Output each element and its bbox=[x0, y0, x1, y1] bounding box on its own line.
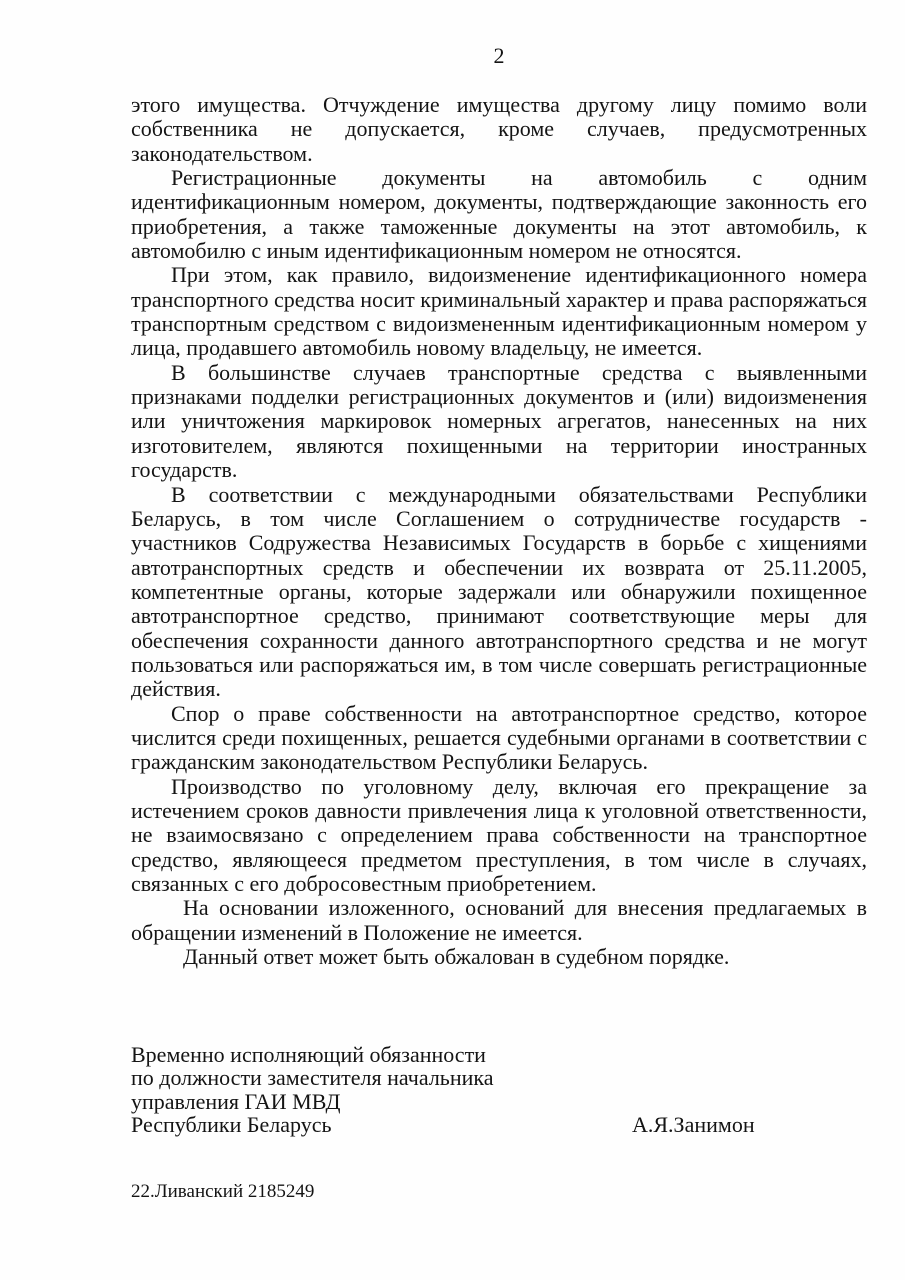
paragraph-conclusion: На основании изложенного, оснований для внесения предлагаемых в обращении изменений в Положение не имеется. bbox=[131, 895, 867, 945]
paragraph-criminal-proceedings: Производство по уголовному делу, включая его прекращение за истечением сроков давности привлечения лица к уголовной ответственности, не взаимосвязано с определением права собственности на транспортное средство, являющееся предметом преступления, в том числе в случаях, связанных с его добросовестным приобретением. bbox=[131, 773, 867, 896]
paragraph-international-obligations: В соответствии с международными обязательствами Республики Беларусь, в том числе Соглашением о сотрудничестве государств - участников Содружества Независимых Государств в борьбе с хищениями автотранспортных средств и обеспечении их возврата от 25.11.2005, компетентные органы, которые задержали или обнаружили похищенное автотранспортное средство, принимают соответствующие меры для обеспечения сохранности данного автотранспортного средства и не могут пользоваться или распоряжаться им, в том числе совершать регистрационные действия. bbox=[131, 481, 867, 702]
paragraph-ownership-dispute: Спор о праве собственности на автотранспортное средство, которое числится среди похищенных, решается судебными органами в соответствии с гражданским законодательством Республики Беларусь. bbox=[131, 700, 867, 775]
document-body bbox=[131, 93, 867, 969]
paragraph-continuation: этого имущества. Отчуждение имущества другому лицу помимо воли собственника не допускается, кроме случаев, предусмотренных законодательством. bbox=[131, 92, 867, 166]
signature-block bbox=[131, 1043, 867, 1137]
signature-title-row bbox=[131, 1113, 867, 1136]
paragraph-stolen-vehicles: В большинстве случаев транспортные средства с выявленными признаками подделки регистрационных документов и (или) видоизменения или уничтожения маркировок номерных агрегатов, нанесенных на них изготовителем, являются похищенными на территории иностранных государств. bbox=[131, 359, 867, 483]
paragraph-registration-documents: Регистрационные документы на автомобиль с одним идентификационным номером, документы, подтверждающие законность его приобретения, а также таможенные документы на этот автомобиль, к автомобилю с иным идентификационным номером не относятся. bbox=[131, 165, 867, 264]
paragraph-vin-alteration: При этом, как правило, видоизменение идентификационного номера транспортного средства носит криминальный характер и права распоряжаться транспортным средством с видоизмененным идентификационным номером у лица, продавшего автомобиль новому владельцу, не имеется. bbox=[131, 262, 867, 361]
signature-title-line-3: управления ГАИ МВД bbox=[131, 1088, 341, 1114]
signatory-name: А.Я.Занимон bbox=[632, 1112, 755, 1138]
executor-reference: 22.Ливанский 2185249 bbox=[131, 1181, 315, 1202]
page-number: 2 bbox=[493, 43, 505, 68]
signature-title-line-1: Временно исполняющий обязанности bbox=[131, 1042, 486, 1067]
paragraph-appeal-notice: Данный ответ может быть обжалован в судебном порядке. bbox=[183, 944, 730, 970]
signature-title-line-2: по должности заместителя начальника bbox=[131, 1065, 494, 1091]
signature-title-line-4: Республики Беларусь bbox=[131, 1112, 332, 1138]
